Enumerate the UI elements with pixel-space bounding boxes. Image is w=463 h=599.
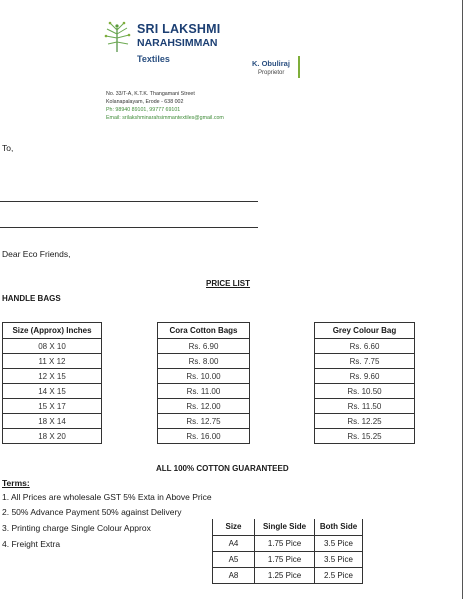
table-row bbox=[213, 567, 363, 583]
price-cell: Rs. 10.00 bbox=[158, 369, 250, 384]
terms-heading: Terms: bbox=[2, 478, 30, 488]
table-cell: A5 bbox=[213, 551, 255, 567]
size-table bbox=[2, 322, 102, 444]
table-row bbox=[3, 384, 102, 399]
table-row bbox=[158, 369, 250, 384]
price-cell: Rs. 10.50 bbox=[315, 384, 415, 399]
leaf-logo-icon bbox=[100, 20, 134, 54]
table-row bbox=[3, 354, 102, 369]
table-cell: 1.75 Pice bbox=[255, 551, 315, 567]
grey-bag-table bbox=[314, 322, 415, 444]
table-row bbox=[315, 354, 415, 369]
table-cell: A8 bbox=[213, 567, 255, 583]
table-row bbox=[158, 354, 250, 369]
company-phone: Ph: 98940 89101, 99777 69101 bbox=[106, 107, 181, 113]
table-row bbox=[3, 414, 102, 429]
table-row bbox=[315, 369, 415, 384]
table-cell: 3.5 Pice bbox=[315, 551, 363, 567]
table-row bbox=[315, 399, 415, 414]
address-rule-2 bbox=[0, 227, 258, 228]
owner-divider bbox=[298, 56, 300, 78]
size-cell: 18 X 20 bbox=[3, 429, 102, 444]
grey-header: Grey Colour Bag bbox=[315, 323, 415, 339]
cotton-bag-table bbox=[157, 322, 250, 444]
address-rule-1 bbox=[0, 201, 258, 202]
table-row bbox=[3, 429, 102, 444]
table-row bbox=[158, 429, 250, 444]
company-name-line2: NARAHSIMMAN bbox=[137, 37, 218, 49]
price-cell: Rs. 8.00 bbox=[158, 354, 250, 369]
table-row bbox=[3, 369, 102, 384]
size-cell: 14 X 15 bbox=[3, 384, 102, 399]
table-row bbox=[3, 339, 102, 354]
table-row bbox=[158, 399, 250, 414]
table-row bbox=[213, 535, 363, 551]
table-cell: 3.5 Pice bbox=[315, 535, 363, 551]
price-cell: Rs. 7.75 bbox=[315, 354, 415, 369]
table-cell: A4 bbox=[213, 535, 255, 551]
table-row bbox=[158, 384, 250, 399]
term-item: 2. 50% Advance Payment 50% against Delivery bbox=[2, 507, 182, 517]
size-cell: 15 X 17 bbox=[3, 399, 102, 414]
size-col-header: Size bbox=[213, 519, 255, 535]
company-email: Email: srilakshminarahsimmantextiles@gmail.com bbox=[106, 115, 224, 121]
price-cell: Rs. 6.90 bbox=[158, 339, 250, 354]
table-row bbox=[213, 551, 363, 567]
table-row bbox=[315, 414, 415, 429]
table-row bbox=[158, 339, 250, 354]
term-item: 4. Freight Extra bbox=[2, 539, 61, 549]
table-row bbox=[315, 429, 415, 444]
price-cell: Rs. 12.25 bbox=[315, 414, 415, 429]
address-line-1: No. 33/T-A, K.T.K. Thangamani Street bbox=[106, 91, 195, 97]
size-cell: 11 X 12 bbox=[3, 354, 102, 369]
price-list-title: PRICE LIST bbox=[206, 279, 251, 288]
table-row bbox=[3, 399, 102, 414]
table-row bbox=[315, 384, 415, 399]
price-cell: Rs. 12.75 bbox=[158, 414, 250, 429]
table-cell: 1.75 Pice bbox=[255, 535, 315, 551]
table-row bbox=[158, 414, 250, 429]
term-item: 3. Printing charge Single Colour Approx bbox=[2, 523, 151, 533]
owner-name: K. Obuliraj bbox=[252, 59, 290, 68]
table-cell: 1.25 Pice bbox=[255, 567, 315, 583]
address-line-2: Kolanapalayam, Erode - 638 002 bbox=[106, 99, 184, 105]
greeting: Dear Eco Friends, bbox=[2, 249, 71, 259]
price-cell: Rs. 11.50 bbox=[315, 399, 415, 414]
size-cell: 08 X 10 bbox=[3, 339, 102, 354]
table-row bbox=[315, 339, 415, 354]
cotton-header: Cora Cotton Bags bbox=[158, 323, 250, 339]
printing-charge-table bbox=[212, 519, 363, 584]
single-side-col-header: Single Side bbox=[255, 519, 315, 535]
to-label: To, bbox=[2, 143, 14, 153]
size-header: Size (Approx) Inches bbox=[3, 323, 102, 339]
owner-title: Proprietor bbox=[258, 70, 285, 76]
size-cell: 18 X 14 bbox=[3, 414, 102, 429]
price-cell: Rs. 12.00 bbox=[158, 399, 250, 414]
guarantee-text: ALL 100% COTTON GUARANTEED bbox=[156, 464, 289, 473]
company-name-line1: SRI LAKSHMI bbox=[137, 22, 221, 36]
company-name-line3: Textiles bbox=[137, 54, 170, 64]
both-side-col-header: Both Side bbox=[315, 519, 363, 535]
term-item: 1. All Prices are wholesale GST 5% Exta in Above Price bbox=[2, 492, 212, 502]
price-cell: Rs. 9.60 bbox=[315, 369, 415, 384]
price-cell: Rs. 15.25 bbox=[315, 429, 415, 444]
price-cell: Rs. 6.60 bbox=[315, 339, 415, 354]
section-heading: HANDLE BAGS bbox=[2, 294, 61, 303]
price-cell: Rs. 11.00 bbox=[158, 384, 250, 399]
table-cell: 2.5 Pice bbox=[315, 567, 363, 583]
price-cell: Rs. 16.00 bbox=[158, 429, 250, 444]
size-cell: 12 X 15 bbox=[3, 369, 102, 384]
